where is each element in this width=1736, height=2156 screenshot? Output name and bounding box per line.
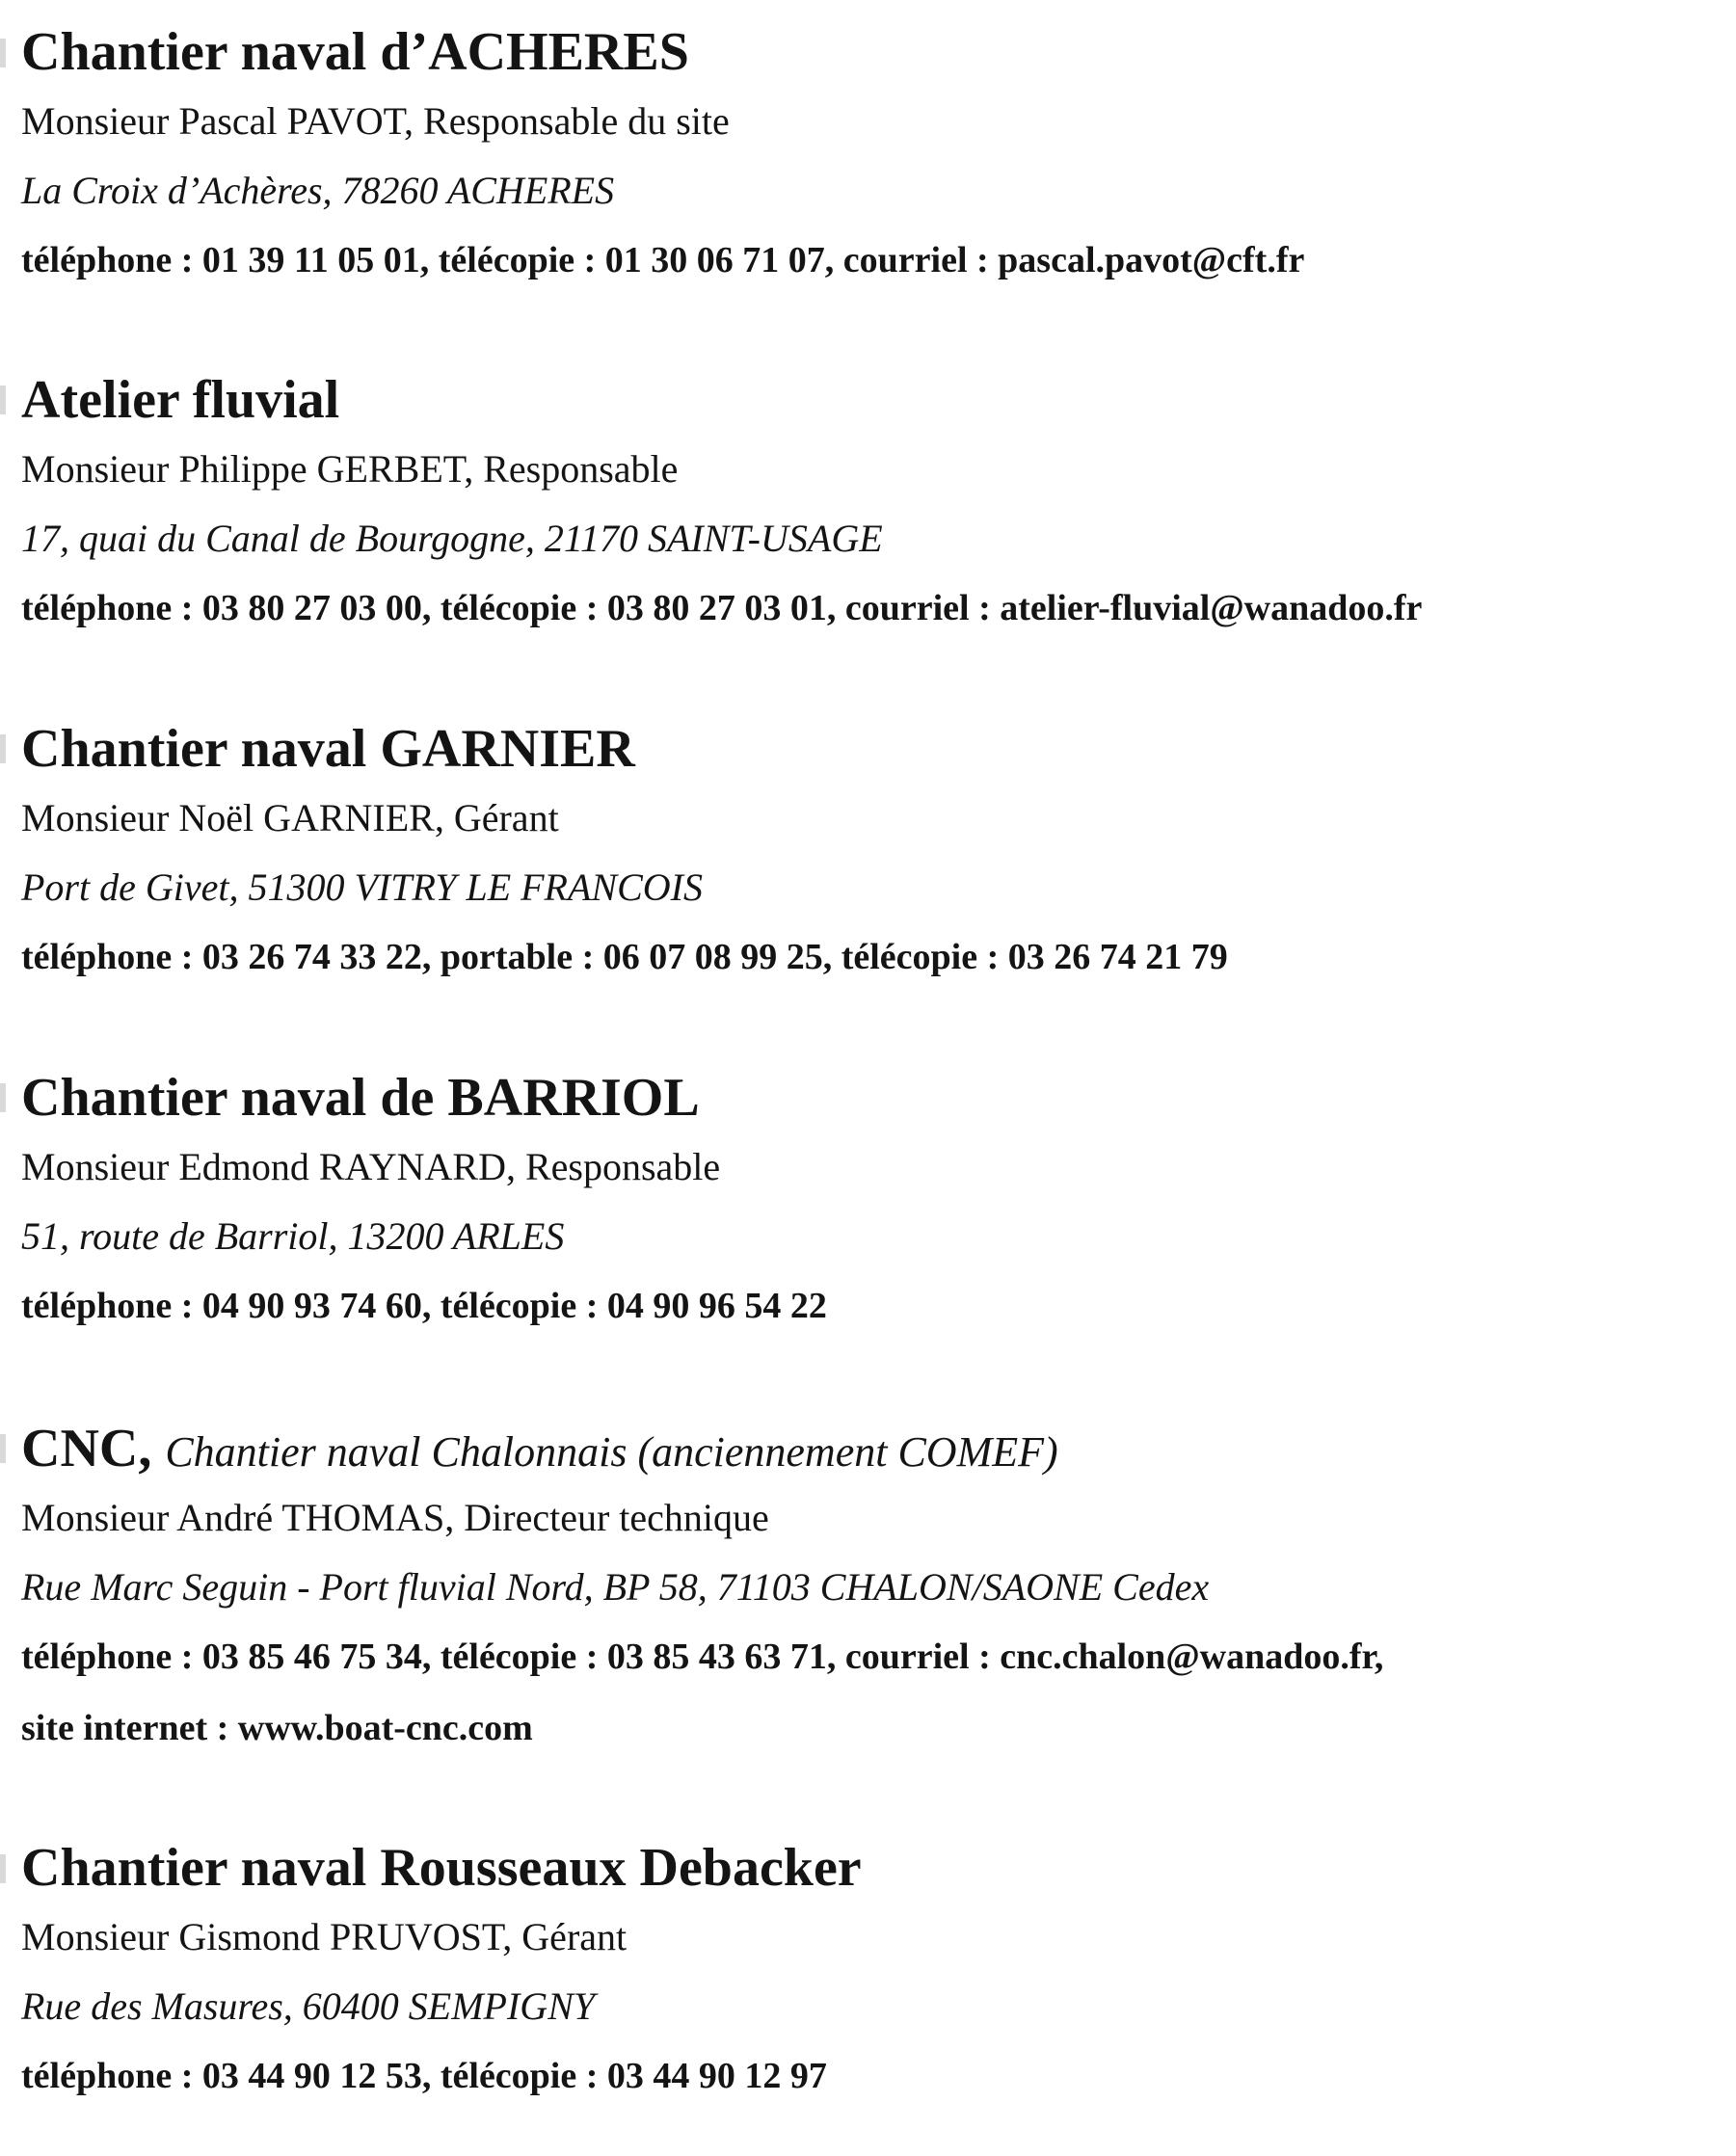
entry-address: Port de Givet, 51300 VITRY LE FRANCOIS	[21, 865, 703, 909]
entry-title-text: Chantier naval de BARRIOL	[21, 1068, 700, 1128]
entry-title-text: CNC,	[21, 1419, 152, 1478]
scan-edge-mark	[0, 1434, 6, 1463]
entry-title-text: Chantier naval GARNIER	[21, 719, 635, 779]
entry-garnier	[21, 718, 1718, 982]
entry-title-text: Chantier naval Rousseaux Debacker	[21, 1838, 862, 1898]
entry-address: Rue Marc Seguin - Port fluvial Nord, BP 58, 71103 CHALON/SAONE Cedex	[21, 1565, 1210, 1609]
scan-edge-mark	[0, 386, 6, 414]
entry-title	[21, 1067, 1718, 1129]
entry-details: téléphone : 03 44 90 12 53, télécopie : 03 44 90 12 97	[21, 2056, 827, 2096]
entry-address: 17, quai du Canal de Bourgogne, 21170 SAINT-USAGE	[21, 517, 883, 560]
entry-address: La Croix d’Achères, 78260 ACHERES	[21, 169, 615, 212]
entry-details: téléphone : 03 80 27 03 00, télécopie : 03 80 27 03 01, courriel : atelier-fluvial@wanadoo.fr	[21, 588, 1423, 628]
scan-edge-mark	[0, 734, 6, 763]
entry-title-text: Atelier fluvial	[21, 370, 340, 430]
entry-contact: Monsieur Gismond PRUVOST, Gérant	[21, 1915, 628, 1958]
entry-details: téléphone : 03 26 74 33 22, portable : 06 07 08 99 25, télécopie : 03 26 74 21 79	[21, 937, 1228, 977]
scan-edge-mark	[0, 1083, 6, 1112]
entry-address: 51, route de Barriol, 13200 ARLES	[21, 1214, 565, 1258]
scan-edge-mark	[0, 39, 6, 67]
entry-details: téléphone : 01 39 11 05 01, télécopie : 01 30 06 71 07, courriel : pascal.pavot@cft.fr	[21, 240, 1305, 280]
entry-details: téléphone : 03 85 46 75 34, télécopie : 03 85 43 63 71, courriel : cnc.chalon@wanadoo.fr,	[21, 1637, 1384, 1677]
scan-edge-mark	[0, 1854, 6, 1883]
entry-contact: Monsieur Edmond RAYNARD, Responsable	[21, 1145, 721, 1188]
entry-title	[21, 21, 1718, 83]
entry-acheres	[21, 21, 1718, 285]
entry-title	[21, 369, 1718, 431]
entry-title-text: Chantier naval d’ACHERES	[21, 22, 689, 82]
entry-rousseaux-debacker	[21, 1837, 1718, 2101]
entry-title	[21, 1418, 1718, 1479]
entry-cnc	[21, 1418, 1718, 1753]
entry-contact: Monsieur Noël GARNIER, Gérant	[21, 796, 559, 839]
entry-contact: Monsieur Philippe GERBET, Responsable	[21, 447, 679, 491]
entry-atelier-fluvial	[21, 369, 1718, 633]
entry-contact: Monsieur Pascal PAVOT, Responsable du site	[21, 99, 730, 143]
entry-title	[21, 718, 1718, 780]
entry-contact: Monsieur André THOMAS, Directeur technique	[21, 1496, 769, 1539]
entry-barriol	[21, 1067, 1718, 1331]
entry-website: site internet : www.boat-cnc.com	[21, 1708, 533, 1748]
entry-address: Rue des Masures, 60400 SEMPIGNY	[21, 1984, 596, 2028]
entry-details: téléphone : 04 90 93 74 60, télécopie : 04 90 96 54 22	[21, 1286, 827, 1326]
entry-title	[21, 1837, 1718, 1899]
entry-title-subtitle: Chantier naval Chalonnais (anciennement COMEF)	[165, 1428, 1058, 1476]
